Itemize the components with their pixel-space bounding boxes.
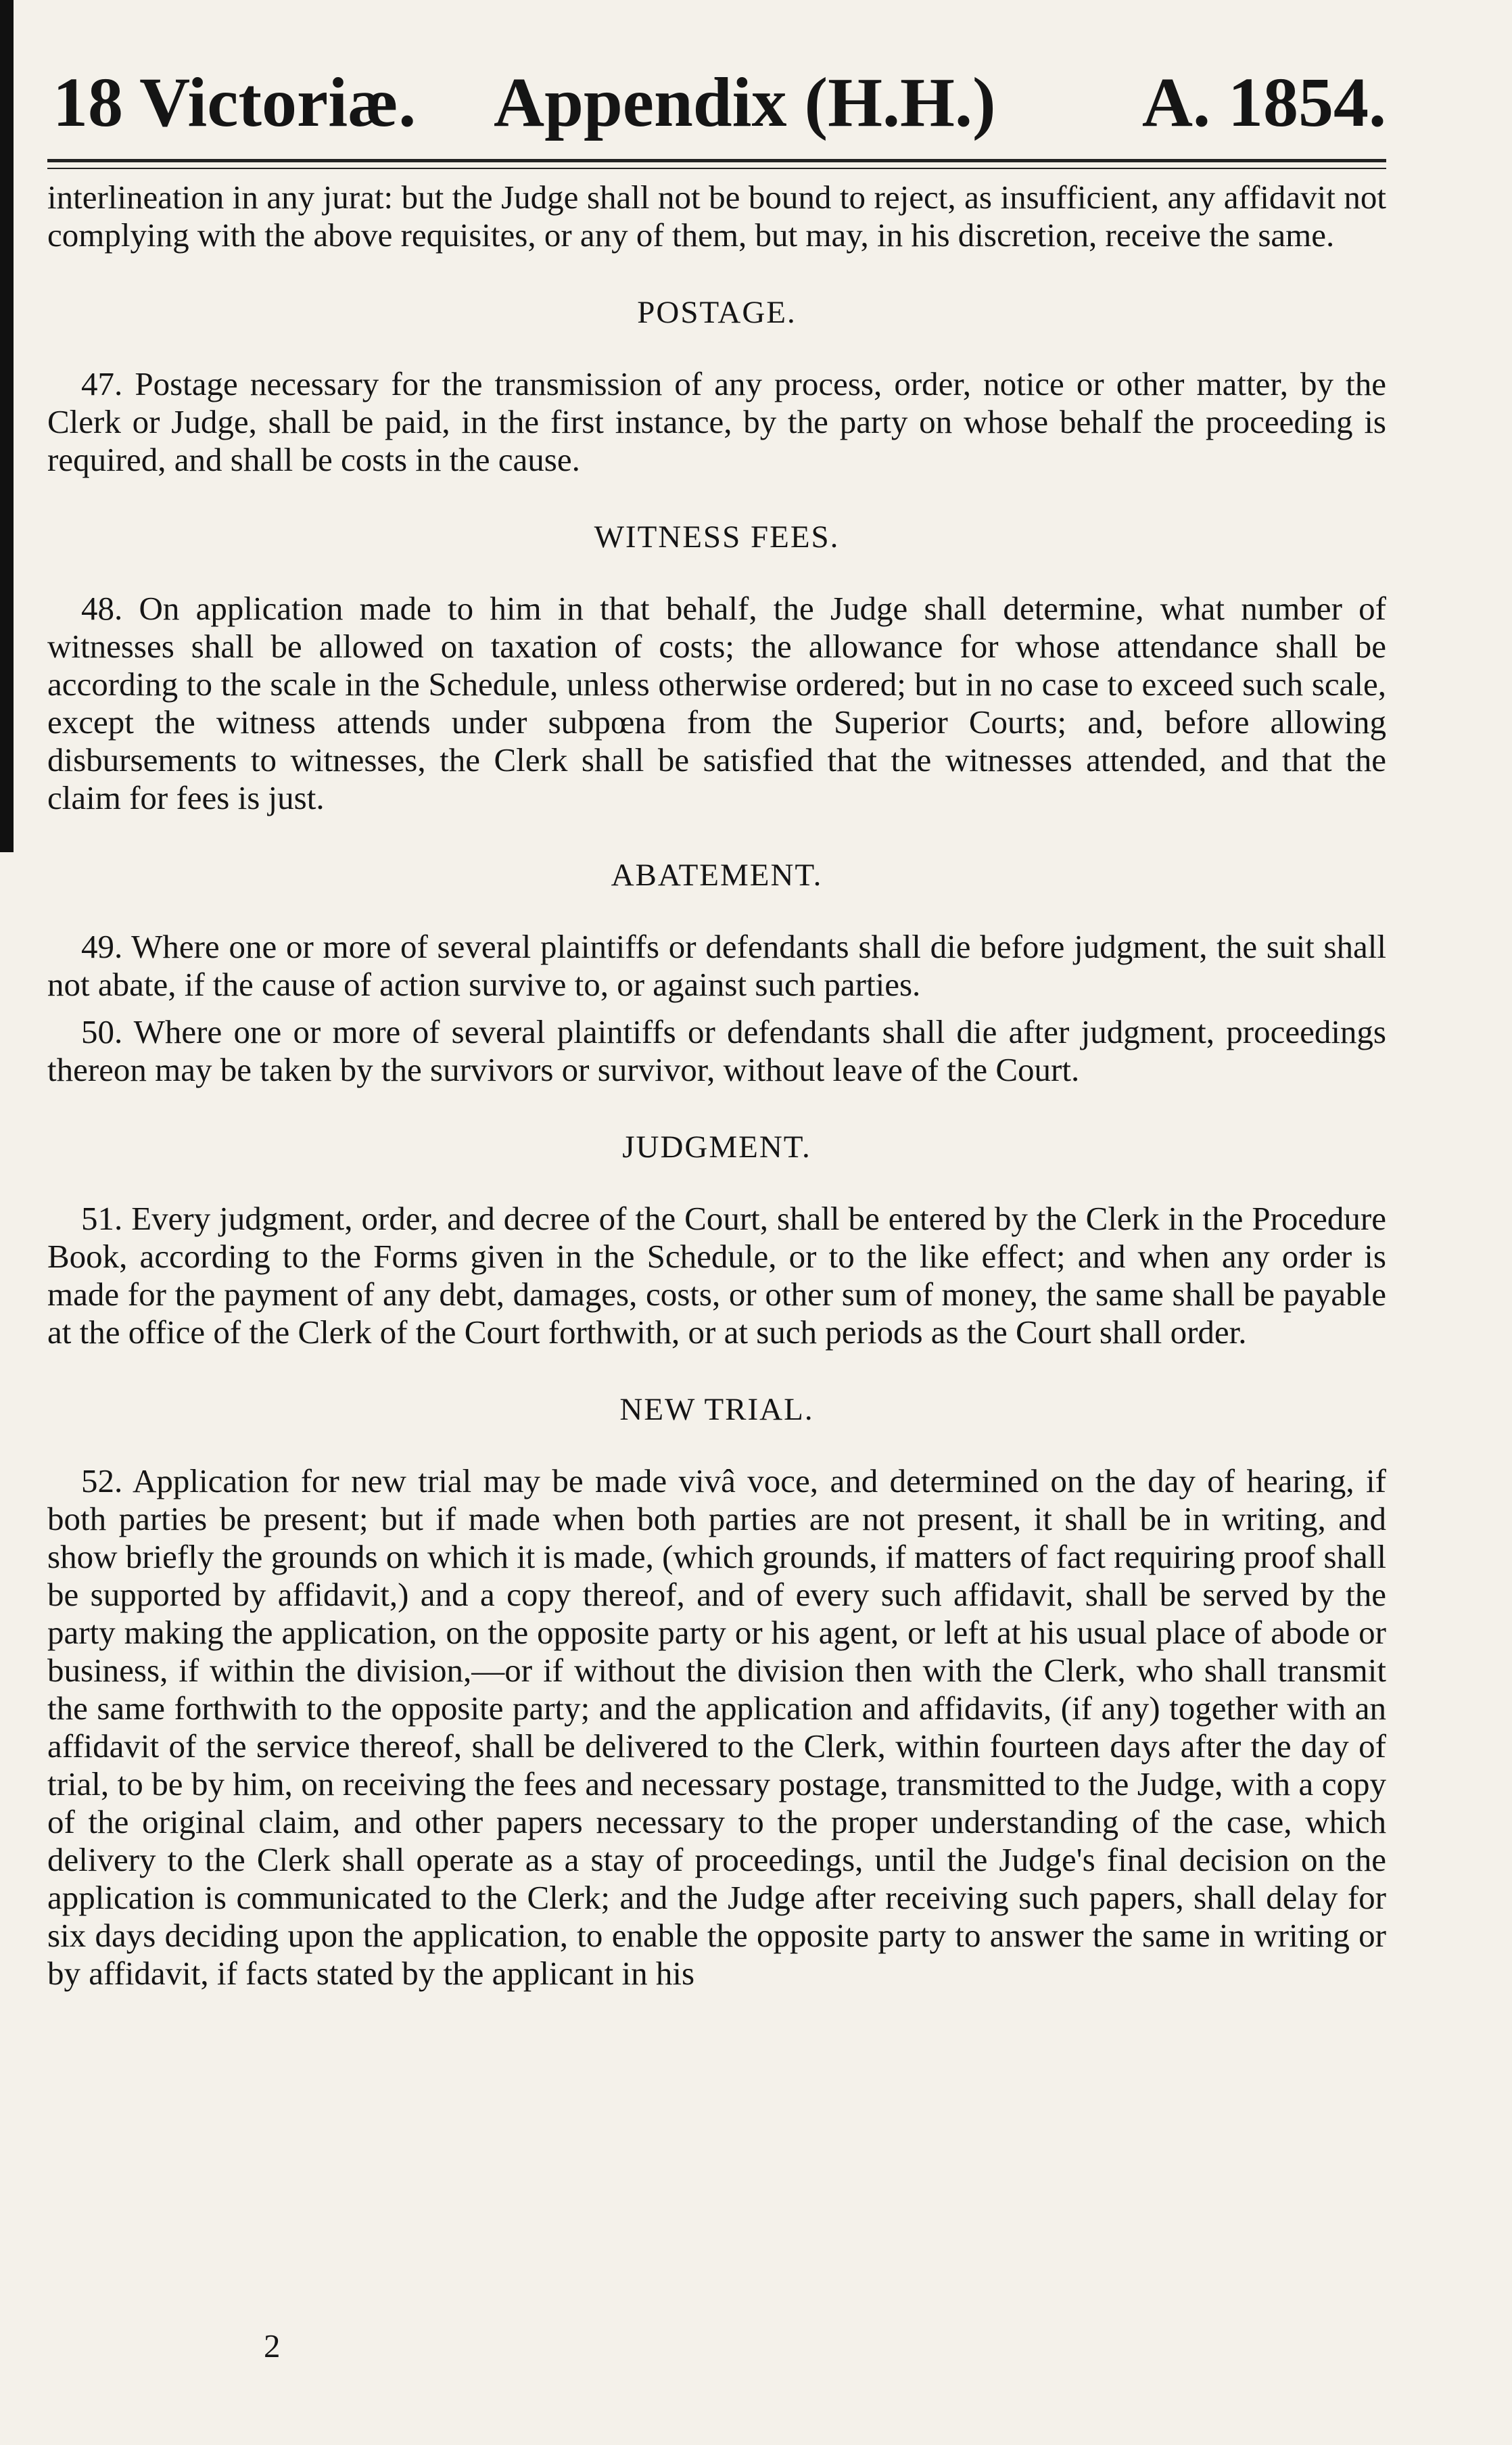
intro-paragraph: interlineation in any jurat: but the Judge shall not be bound to reject, as insufficient, any affidavit not complying with the above requisites, or any of them, but may, in his discretion, receive the same. bbox=[47, 179, 1386, 254]
heading-new-trial: NEW TRIAL. bbox=[619, 1392, 814, 1427]
heading-postage: POSTAGE. bbox=[637, 295, 797, 330]
document-page bbox=[47, 54, 1386, 2421]
paragraph-47: 47. Postage necessary for the transmission of any process, order, notice or other matter, by the Clerk or Judge, shall be paid, in the first instance, by the party on whose behalf the proceeding is required, and shall be costs in the cause. bbox=[47, 365, 1386, 478]
heading-witness-fees: WITNESS FEES. bbox=[594, 519, 840, 555]
header-appendix: Appendix (H.H.) bbox=[494, 64, 996, 141]
running-header bbox=[47, 54, 1386, 145]
heading-abatement: ABATEMENT. bbox=[611, 858, 823, 893]
paragraph-48: 48. On application made to him in that behalf, the Judge shall determine, what number of witnesses shall be allowed on taxation of costs; the allowance for whose attendance shall be according to the scale in the Schedule, unless otherwise ordered; but in no case to exceed such scale, except the witness attends under subpœna from the Superior Courts; and, before allowing disbursements to witnesses, the Clerk shall be satisfied that the witnesses attended, and that the claim for fees is just. bbox=[47, 590, 1386, 816]
header-rule-thin bbox=[47, 168, 1386, 169]
page-number: 2 bbox=[264, 2327, 281, 2365]
heading-judgment: JUDGMENT. bbox=[622, 1130, 811, 1165]
paragraph-49: 49. Where one or more of several plaintiffs or defendants shall die before judgment, the suit shall not abate, if the cause of action survive to, or against such parties. bbox=[47, 928, 1386, 1003]
header-rule-thick bbox=[47, 159, 1386, 162]
paragraph-50: 50. Where one or more of several plaintiffs or defendants shall die after judgment, proceedings thereon may be taken by the survivors or survivor, without leave of the Court. bbox=[47, 1013, 1386, 1088]
paragraph-51: 51. Every judgment, order, and decree of the Court, shall be entered by the Clerk in the Procedure Book, according to the Forms given in the Schedule, or to the like effect; and when any order is made for the payment of any debt, damages, costs, or other sum of money, the same shall be payable at the office of the Clerk of the Court forthwith, or at such periods as the Court shall order. bbox=[47, 1200, 1386, 1351]
header-session: 18 Victoriæ. bbox=[53, 64, 417, 141]
paragraph-52: 52. Application for new trial may be made vivâ voce, and determined on the day of hearing, if both parties be present; but if made when both parties are not present, it shall be in writing, and show briefly the grounds on which it is made, (which grounds, if matters of fact requiring proof shall be supported by affidavit,) and a copy thereof, and of every such affidavit, shall be served by the party making the application, on the opposite party or his agent, or left at his usual place of abode or business, if within the division,—or if without the division then with the Clerk, who shall transmit the same forthwith to the opposite party; and the application and affidavits, (if any) together with an affidavit of the service thereof, shall be delivered to the Clerk, within fourteen days after the day of trial, to be by him, on receiving the fees and necessary postage, transmitted to the Judge, with a copy of the original claim, and other papers necessary to the proper understanding of the case, which delivery to the Clerk shall operate as a stay of proceedings, until the Judge's final decision on the application is communicated to the Clerk; and the Judge after receiving such papers, shall delay for six days deciding upon the application, to enable the opposite party to answer the same in writing or by affidavit, if facts stated by the applicant in his bbox=[47, 1462, 1386, 1992]
page-edge-bar bbox=[0, 0, 14, 852]
header-year: A. 1854. bbox=[1141, 64, 1386, 141]
